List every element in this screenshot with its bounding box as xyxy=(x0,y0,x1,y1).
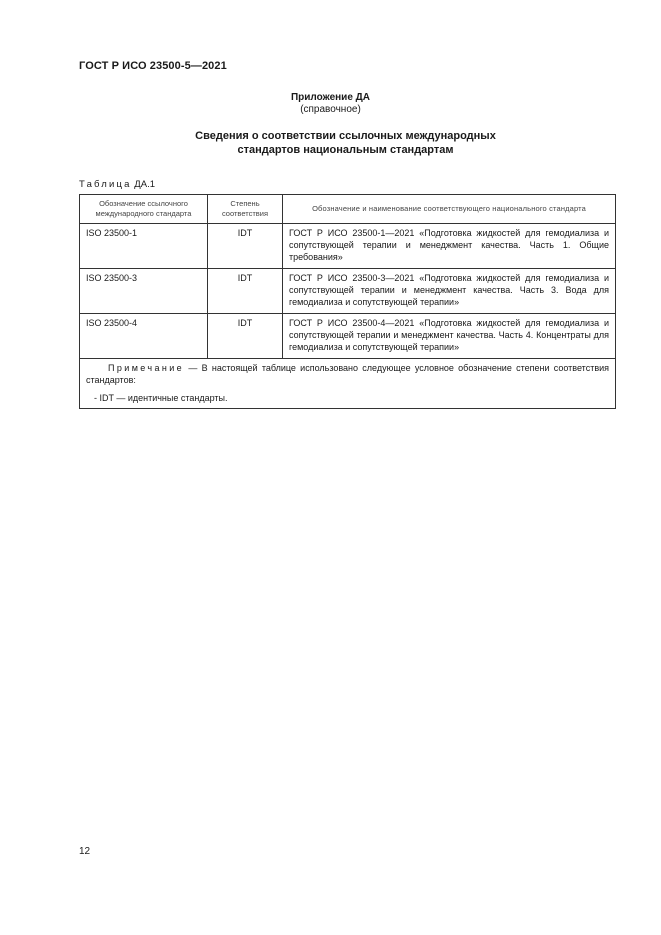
column-header-reference: Обозначение ссылочного международного стандарта xyxy=(80,195,208,224)
cell-national: ГОСТ Р ИСО 23500-4—2021 «Подготовка жидкостей для гемодиализа и сопутствующей терапии и менеджмент качества. Часть 4. Концентраты для гемодиализа и сопутствующей терапии» xyxy=(283,314,616,359)
appendix-subtitle: (справочное) xyxy=(300,104,361,115)
correspondence-table xyxy=(79,194,616,409)
cell-degree: IDT xyxy=(208,314,283,359)
note-paragraph xyxy=(86,362,609,386)
table-header-row xyxy=(80,195,616,224)
table-note xyxy=(80,359,616,409)
cell-reference: ISO 23500-3 xyxy=(80,269,208,314)
table-caption-label: Таблица xyxy=(79,179,132,190)
cell-degree: IDT xyxy=(208,224,283,269)
cell-national: ГОСТ Р ИСО 23500-1—2021 «Подготовка жидкостей для гемодиализа и сопутствующей терапии и менеджмент качества. Часть 1. Общие требования» xyxy=(283,224,616,269)
note-label: Примечание xyxy=(108,363,185,373)
cell-national: ГОСТ Р ИСО 23500-3—2021 «Подготовка жидкостей для гемодиализа и сопутствующей терапии и менеджмент качества. Часть 3. Вода для гемодиализа и сопутствующей терапии» xyxy=(283,269,616,314)
table-caption-number: ДА.1 xyxy=(134,179,155,190)
note-item: - IDT — идентичные стандарты. xyxy=(94,393,228,403)
appendix-heading-line-2: стандартов национальным стандартам xyxy=(237,144,454,156)
cell-reference: ISO 23500-4 xyxy=(80,314,208,359)
table-caption xyxy=(79,179,155,190)
table-row xyxy=(80,224,616,269)
cell-reference: ISO 23500-1 xyxy=(80,224,208,269)
column-header-degree: Степень соответствия xyxy=(208,195,283,224)
appendix-heading xyxy=(0,129,661,157)
table-row xyxy=(80,269,616,314)
note-text: — В настоящей таблице использовано следующее условное обозначение степени соответствия стандартов: xyxy=(86,363,609,385)
appendix-heading-line-1: Сведения о соответствии ссылочных международных xyxy=(195,130,496,142)
page-number: 12 xyxy=(79,846,91,857)
table-note-row xyxy=(80,359,616,409)
table-row xyxy=(80,314,616,359)
appendix-title: Приложение ДА xyxy=(290,92,371,103)
cell-degree: IDT xyxy=(208,269,283,314)
column-header-national: Обозначение и наименование соответствующего национального стандарта xyxy=(283,195,616,224)
standard-code: ГОСТ Р ИСО 23500-5—2021 xyxy=(79,60,227,72)
